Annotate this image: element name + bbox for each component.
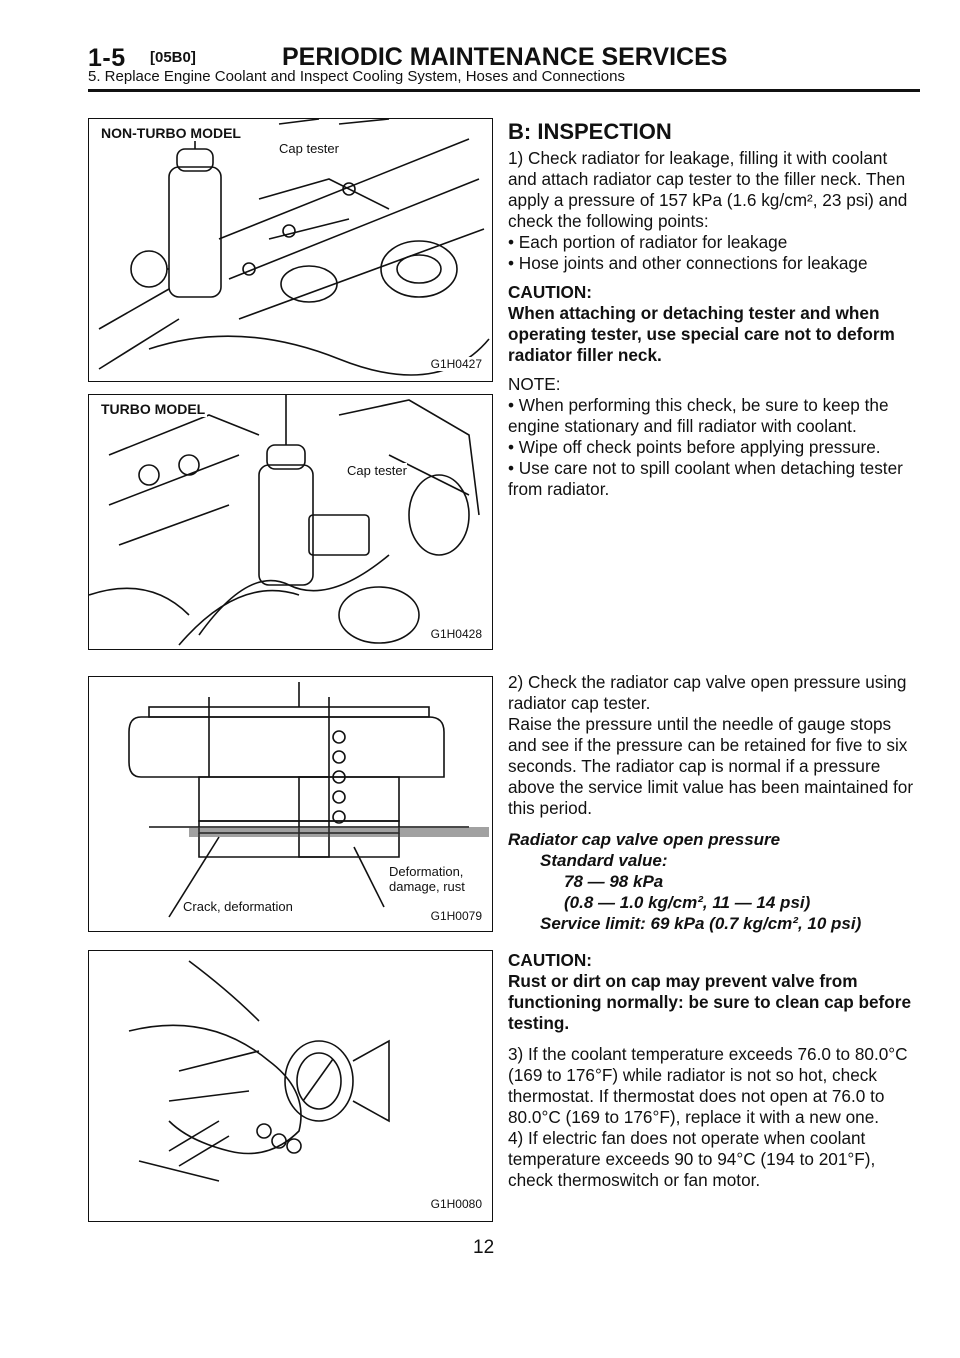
step-3: 3) If the coolant temperature exceeds 76.0 to 80.0°C (169 to 176°F) while radiator is not so hot, check thermostat. If thermostat does not open at 76.0 to 80.0°C (169 to 176°F), replace it with a new one. <box>508 1044 908 1127</box>
spec-limit: Service limit: 69 kPa (0.7 kg/cm², 10 psi) <box>540 914 862 933</box>
figure-id: G1H0427 <box>430 357 482 371</box>
figure-label: TURBO MODEL <box>101 401 206 417</box>
figure-id: G1H0079 <box>430 909 482 923</box>
step-1: 1) Check radiator for leakage, filling it with coolant and attach radiator cap tester to the filler neck. Then apply a pressure of 157 kPa (1.6 kg/cm², 23 psi) and check the following points: <box>508 148 908 231</box>
caution-section <box>508 950 920 1191</box>
figure-radiator-cap <box>88 676 493 932</box>
figure-id: G1H0080 <box>430 1197 482 1211</box>
page-title: PERIODIC MAINTENANCE SERVICES <box>282 43 728 71</box>
note-1: • When performing this check, be sure to keep the engine stationary and fill radiator with coolant. <box>508 395 889 436</box>
caution-body: Rust or dirt on cap may prevent valve from functioning normally: be sure to clean cap before testing. <box>508 971 912 1033</box>
note-3: • Use care not to spill coolant when detaching tester from radiator. <box>508 458 903 499</box>
caution-body: When attaching or detaching tester and when operating tester, use special care not to deform radiator filler neck. <box>508 303 895 365</box>
figure-non-turbo <box>88 118 493 382</box>
spec-standard: Standard value: <box>540 851 668 870</box>
section-number: 1-5 <box>88 44 126 72</box>
section-code: [05B0] <box>150 49 196 66</box>
turbo-illustration <box>89 395 493 650</box>
figure-label: NON-TURBO MODEL <box>101 125 241 141</box>
section-heading: B: INSPECTION <box>508 119 672 144</box>
page-number: 12 <box>473 1237 495 1258</box>
non-turbo-illustration <box>89 119 493 382</box>
page-subtitle: 5. Replace Engine Coolant and Inspect Cooling System, Hoses and Connections <box>88 68 625 85</box>
figure-hand-tester <box>88 950 493 1222</box>
bullet-1: • Each portion of radiator for leakage <box>508 232 788 252</box>
callout-deformation-2: damage, rust <box>389 879 465 894</box>
caution-heading: CAUTION: <box>508 950 593 970</box>
spec-value-1: 78 — 98 kPa <box>564 872 664 891</box>
caution-heading: CAUTION: <box>508 282 593 302</box>
figure-turbo <box>88 394 493 650</box>
bullet-2: • Hose joints and other connections for leakage <box>508 253 868 273</box>
spec-value-2: (0.8 — 1.0 kg/cm², 11 — 14 psi) <box>564 893 811 912</box>
step-2: 2) Check the radiator cap valve open pressure using radiator cap tester. <box>508 672 907 713</box>
callout-cap-tester: Cap tester <box>279 141 339 156</box>
step-4: 4) If electric fan does not operate when coolant temperature exceeds 90 to 94°C (194 to 201°F), check thermoswitch or fan motor. <box>508 1128 876 1190</box>
hand-tester-illustration <box>89 951 493 1222</box>
inspection-section <box>508 120 920 500</box>
callout-deformation-1: Deformation, <box>389 864 464 879</box>
header-rule <box>88 89 920 92</box>
spec-title: Radiator cap valve open pressure <box>508 830 781 849</box>
step-2-detail: Raise the pressure until the needle of gauge stops and see if the pressure can be retained for five to six seconds. The radiator cap is normal if a pressure above the service limit value has been maintained for this period. <box>508 714 914 818</box>
callout-crack: Crack, deformation <box>183 899 293 914</box>
callout-cap-tester: Cap tester <box>347 463 407 478</box>
cap-check-section <box>508 672 920 934</box>
note-2: • Wipe off check points before applying pressure. <box>508 437 881 457</box>
note-heading: NOTE: <box>508 374 561 394</box>
figure-id: G1H0428 <box>430 627 482 641</box>
